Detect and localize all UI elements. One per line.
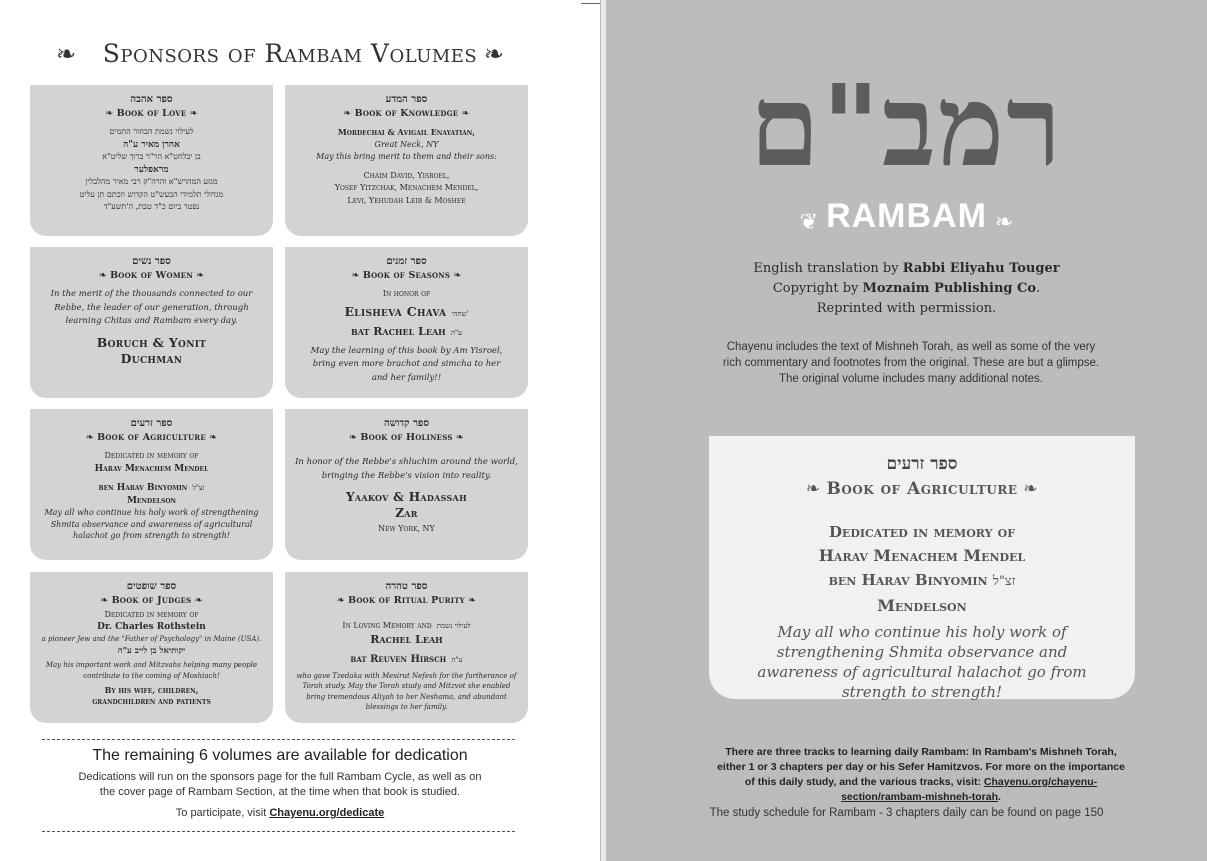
memorial-surname: Mendelson bbox=[126, 495, 177, 506]
card-book-title: ❧ Book of Women ❧ bbox=[98, 270, 205, 281]
sponsor-wish: May this bring merit to them and their sons: bbox=[316, 152, 497, 161]
memorial-suffix: ע"ה bbox=[451, 655, 463, 664]
card-book-of-women bbox=[30, 247, 273, 398]
ornament-icon: ❧ bbox=[186, 108, 198, 119]
sponsor-place: Great Neck, NY bbox=[374, 139, 439, 149]
card-hebrew-title: ספר המדע bbox=[385, 94, 428, 105]
study-schedule-note: The study schedule for Rambam - 3 chapters daily can be found on page 150 bbox=[709, 807, 1104, 819]
remaining-text: Dedications will run on the sponsors page for the full Rambam Cycle, as well as on the cover page of Rambam Section, at the time when that book is studied. bbox=[78, 771, 482, 798]
ornament-icon: ❧ bbox=[450, 270, 462, 281]
memorial-desc: a pioneer Jew and the "Father of Psychology" in Maine (USA). bbox=[41, 635, 262, 643]
card-hebrew-title: ספר אהבה bbox=[130, 94, 173, 105]
card-book-of-holiness bbox=[285, 409, 528, 560]
participate-line: To participate, visit Chayenu.org/dedicate bbox=[175, 807, 385, 819]
sons-line: Yosef Yitzchak, Menachem Mendel, bbox=[334, 183, 479, 192]
card-book-of-agriculture bbox=[30, 409, 273, 560]
memory-label-hebrew: לעילוי נשמת bbox=[436, 622, 471, 630]
featured-memorial-name: Harav Menachem Mendel bbox=[818, 546, 1026, 565]
rambam-title: RAMBAM bbox=[826, 197, 987, 235]
card-book-title: ❧ Book of Ritual Purity ❧ bbox=[336, 595, 477, 606]
ornament-icon: ❧ bbox=[805, 479, 827, 499]
dedication-line: בן יבלחט"א הר"ר ברוך שליט"א bbox=[102, 152, 201, 161]
ornament-left-icon: ❧ bbox=[56, 40, 77, 68]
rambam-hebrew-logo: רמב"ם bbox=[749, 61, 1064, 192]
ornament-icon: ❧ bbox=[98, 270, 111, 281]
tracks-link[interactable]: Chayenu.org/chayenu-section/rambam-mishneh-torah bbox=[841, 776, 1098, 803]
ornament-left-icon: ❦ bbox=[799, 210, 819, 235]
dedication-line: מגזע המהרש"א והרה"ק רבי מאיר מהלבלין bbox=[85, 177, 218, 186]
ornament-icon: ❧ bbox=[343, 108, 355, 119]
ornament-icon: ❧ bbox=[105, 108, 117, 119]
dedication-text: In the merit of the thousands connected to our Rebbe, the leader of our generation, through learning Chitas and Rambam every day. bbox=[50, 289, 253, 326]
ornament-icon: ❧ bbox=[192, 270, 205, 281]
card-book-of-love bbox=[30, 85, 273, 236]
memorial-parent: ben Harav Binyomin bbox=[98, 483, 188, 493]
divider bbox=[42, 739, 515, 740]
dedication-line: נפטר ביום כ"ד טבת, ה'תשע"ד bbox=[103, 202, 200, 211]
dedication-label: Dedicated in memory of bbox=[104, 451, 199, 460]
ornament-icon: ❧ bbox=[85, 432, 98, 443]
dedicate-link[interactable]: Chayenu.org/dedicate bbox=[269, 807, 385, 819]
ornament-icon: ❧ bbox=[336, 595, 349, 606]
honoree-parent-suffix: ע"ה bbox=[450, 328, 463, 337]
memorial-suffix: זצ"ל bbox=[192, 484, 205, 492]
card-hebrew-title: ספר זרעים bbox=[130, 418, 173, 429]
card-book-title: ❧ Book of Agriculture ❧ bbox=[85, 432, 218, 443]
remaining-title: The remaining 6 volumes are available for dedication bbox=[92, 747, 468, 764]
card-book-title: ❧ Book of Seasons ❧ bbox=[351, 270, 462, 281]
honoree-name: Elisheva Chava bbox=[344, 303, 447, 319]
ornament-icon: ❧ bbox=[464, 595, 477, 606]
featured-memorial-parent: ben Harav Binyomin זצ"ל bbox=[828, 571, 1016, 589]
tracks-info: There are three tracks to learning daily Rambam: In Rambam's Mishneh Torah, either 1 or 3 chapters per day or his Sefer Hamitzvos. For more on the importance of this daily study, and the various tracks, visit: Chayenu.org/chayenu-section/rambam-mishneh-torah. bbox=[717, 746, 1125, 803]
sons-line: Levi, Yehudah Leib & Moshee bbox=[347, 195, 466, 205]
featured-book-title: ❧ Book of Agriculture ❧ bbox=[805, 479, 1039, 499]
honor-label: In honor of bbox=[382, 289, 431, 298]
featured-wish: May all who continue his holy work of strengthening Shmita observance and awareness of agricultural halachot go from strength to strength! bbox=[757, 623, 1087, 701]
card-book-of-seasons bbox=[285, 247, 528, 398]
featured-dedication-card bbox=[709, 436, 1135, 699]
sponsor-names: Mordechai & Avigail Enayatian, bbox=[337, 127, 476, 137]
remaining-volumes bbox=[40, 744, 520, 821]
dedication-label: Dedicated in memory of bbox=[104, 610, 199, 619]
ornament-right-icon: ❧ bbox=[994, 210, 1014, 235]
memorial-wish: May all who continue his holy work of strengthening Shmita observance and awareness of agricultural halachot go from strength to strength! bbox=[44, 508, 259, 540]
divider bbox=[42, 831, 515, 832]
sponsor-name: Duchman bbox=[120, 350, 183, 366]
memorial-name: Harav Menachem Mendel bbox=[94, 463, 209, 474]
memory-label: In Loving Memory and bbox=[342, 621, 432, 630]
chayenu-note: Chayenu includes the text of Mishneh Torah, as well as some of the very rich commentary and footnotes from the original. These are but a glimpse. The original volume includes many additional notes. bbox=[722, 341, 1100, 385]
memorial-wish: May his important work and Mitzvahs helping many people contribute to the coming of Moshiach! bbox=[45, 660, 258, 680]
card-book-title: ❧ Book of Knowledge ❧ bbox=[343, 108, 470, 119]
ornament-icon: ❧ bbox=[349, 432, 361, 443]
sponsor-place: New York, NY bbox=[378, 524, 435, 533]
featured-dedication-label: Dedicated in memory of bbox=[828, 523, 1016, 541]
card-hebrew-title: ספר נשים bbox=[132, 256, 171, 267]
dedication-text: In honor of the Rebbe's shluchim around the world, bringing the Rebbe's vision into reality. bbox=[295, 457, 518, 481]
sponsor-name: Zar bbox=[395, 506, 418, 520]
memorial-name: Dr. Charles Rothstein bbox=[97, 622, 206, 632]
card-hebrew-title: ספר קדושה bbox=[383, 418, 430, 429]
ornament-icon: ❧ bbox=[205, 432, 218, 443]
ornament-icon: ❧ bbox=[452, 432, 464, 443]
card-book-title: ❧ Book of Love ❧ bbox=[105, 108, 198, 119]
sponsor-name: Boruch & Yonit bbox=[96, 334, 207, 350]
ornament-icon: ❧ bbox=[191, 595, 203, 606]
card-book-title: ❧ Book of Judges ❧ bbox=[100, 595, 203, 606]
honor-wish: May the learning of this book by Am Yisroel, bring even more brachot and simcha to her and her family!! bbox=[310, 345, 503, 383]
dedication-line: מראפלער bbox=[134, 164, 169, 175]
dedication-line: אהרן מאיר ע"ה bbox=[123, 139, 180, 150]
rambam-title-row bbox=[606, 192, 1207, 240]
card-book-of-ritual-purity bbox=[285, 572, 528, 723]
card-hebrew-title: ספר זמנים bbox=[386, 256, 427, 267]
ornament-right-icon: ❧ bbox=[483, 40, 504, 68]
sponsor-name: Yaakov & Hadassah bbox=[346, 490, 467, 504]
card-book-title: ❧ Book of Holiness ❧ bbox=[349, 432, 464, 443]
dedication-line: לעילוי נשמת הבחור התמים bbox=[109, 127, 194, 136]
featured-memorial-surname: Mendelson bbox=[877, 596, 967, 615]
memorial-from: By his wife, children, bbox=[104, 684, 199, 695]
honoree-parent: bat Rachel Leah bbox=[350, 324, 446, 338]
memorial-text: who gave Tzedaka with Mesirut Nefesh for the furtherance of Torah study. May the Torah study and Mitzvot she enabled bring tremendous Aliyah to her Neshama, and abundant blessings to her family. bbox=[296, 671, 517, 711]
card-book-of-knowledge bbox=[285, 85, 528, 236]
sons-line: Chaim David, Yisroel, bbox=[363, 170, 450, 180]
memorial-from: grandchildren and patients bbox=[92, 695, 211, 706]
memorial-parent: bat Reuven Hirsch bbox=[350, 653, 447, 665]
page-title: Sponsors of Rambam Volumes bbox=[102, 39, 478, 68]
memorial-hebrew-name: יקותיאל בן לייב ע"ה bbox=[117, 646, 186, 656]
sponsors-title-row bbox=[40, 34, 540, 74]
card-hebrew-title: ספר טהרה bbox=[385, 581, 428, 592]
ornament-icon: ❧ bbox=[100, 595, 112, 606]
translation-credits: English translation by Rabbi Eliyahu Touger Copyright by Moznaim Publishing Co. Reprinted with permission. bbox=[753, 261, 1060, 316]
left-page bbox=[0, 0, 600, 861]
dedication-line: מגדולי תלמידי הבעש"ט הקדוש וזכתם תן עליט bbox=[79, 189, 224, 199]
ornament-icon: ❧ bbox=[458, 108, 470, 119]
featured-hebrew-title: ספר זרעים bbox=[886, 454, 958, 474]
card-book-of-judges bbox=[30, 572, 273, 723]
card-hebrew-title: ספר שופטים bbox=[126, 581, 177, 592]
right-page bbox=[606, 0, 1207, 861]
honoree-suffix: שתחי' bbox=[451, 309, 469, 318]
memorial-name: Rachel Leah bbox=[370, 632, 443, 646]
ornament-icon: ❧ bbox=[1017, 479, 1039, 499]
ornament-icon: ❧ bbox=[351, 270, 363, 281]
